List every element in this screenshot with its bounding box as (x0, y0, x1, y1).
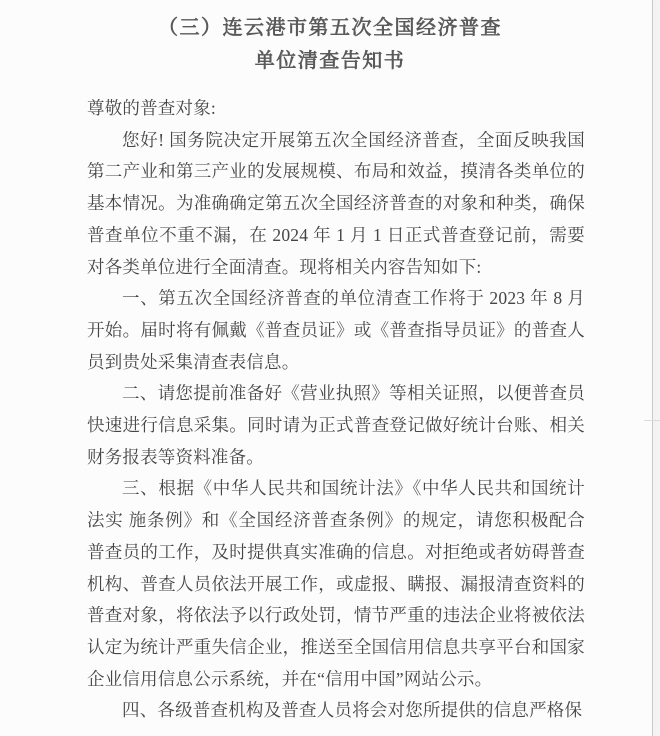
salutation-line: 尊敬的普查对象: (87, 98, 216, 118)
paragraph-item-4: 四、各级普查机构及普查人员将会对您所提供的信息严格保 (122, 700, 583, 721)
scan-edge-line (652, 0, 653, 736)
paragraph-item-2: 二、请您提前准备好《营业执照》等相关证照，以便普查员快速进行信息采集。同时请为正式普查登记做好统计台账、相关财务报表等资料准备。 (87, 383, 585, 467)
paragraph-item-3: 三、根据《中华人民共和国统计法》《中华人民共和国统计法实 施条例》和《全国经济普查条例》的规定，请您积极配合普查员的工作，及时提供真实准确的信息。对拒绝或者妨碍普查机构、普查人员依法开展工作，或虚报、瞒报、漏报清查资料的普查对象，将依法予以行政处罚，情节严重的违法企业将被依法认定为统计严重失信企业，推送至全国信用信息共享平台和国家企业信用信息公示系统，并在“信用中国”网站公示。 (87, 478, 585, 689)
scan-artifact-mark (644, 420, 660, 421)
document-title-line2: 单位清查告知书 (254, 50, 406, 72)
paragraph-intro: 您好! 国务院决定开展第五次全国经济普查，全面反映我国第二产业和第三产业的发展规模、布局和效益，摸清各类单位的基本情况。为准确确定第五次全国经济普查的对象和种类，确保普查单位不重不漏，在 2024 年 1 月 1 日正式普查登记前，需要对各类单位进行全面清查。现将相关内容告知如下: (87, 129, 585, 277)
scan-edge-band (653, 0, 660, 736)
document-title (0, 12, 660, 78)
document-body (87, 93, 585, 727)
document-title-line1: （三）连云港市第五次全国经济普查 (158, 17, 502, 39)
paragraph-item-1: 一、第五次全国经济普查的单位清查工作将于 2023 年 8 月开始。届时将有佩戴《普查员证》或《普查指导员证》的普查人员到贵处采集清查表信息。 (87, 288, 585, 372)
